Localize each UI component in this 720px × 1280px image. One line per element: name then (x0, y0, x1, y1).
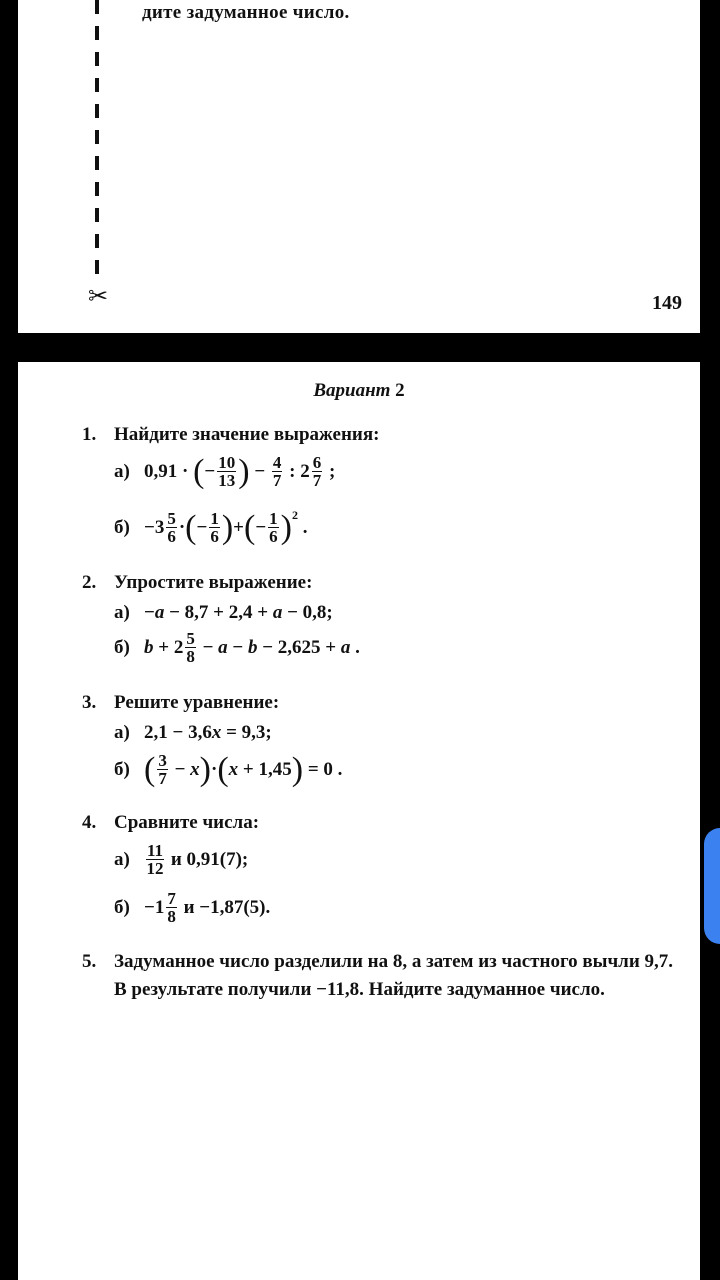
numerator: 5 (167, 509, 176, 528)
expr-text: − 0,8; (282, 602, 333, 623)
expr-text: − (196, 516, 208, 538)
expr-text: · (210, 758, 218, 780)
sub-label: а) (114, 460, 130, 482)
variant-word: Вариант (313, 380, 391, 401)
numerator: 11 (147, 841, 164, 860)
task-5-text: Задуманное число разделили на 8, а затем из частного вычли 9,7. В результате получили −11,8. Найдите задуманное число. (114, 951, 674, 1000)
expr-text: . (350, 636, 360, 658)
expr-fraction (209, 510, 220, 545)
numerator: 4 (272, 453, 282, 472)
task-title: Найдите значение выражения: (114, 424, 380, 445)
denominator: 12 (146, 859, 164, 878)
task-number: 1. (82, 424, 97, 445)
task-1 (82, 424, 379, 446)
task-2 (82, 572, 312, 594)
expr-fraction (272, 454, 283, 489)
task-number: 2. (82, 572, 97, 593)
variant-number: 2 (395, 380, 405, 401)
expr-text: −1 (144, 896, 165, 918)
task-title: Упростите выражение: (114, 572, 313, 593)
expr-paren: ) (291, 750, 304, 788)
denominator: 6 (167, 527, 176, 546)
expr-text: − (227, 636, 248, 658)
expr-text: + 1,45 (238, 758, 292, 780)
denominator: 6 (269, 527, 278, 546)
expr-paren: ) (238, 452, 250, 490)
expr-text: = 0 . (303, 758, 343, 780)
scissors-icon: ✂ (88, 284, 109, 310)
task-2a (114, 602, 333, 624)
expr-variable: a (340, 636, 351, 658)
expr-fraction (217, 454, 236, 489)
previous-page-text: дите задуманное число. (142, 2, 350, 23)
denominator: 7 (312, 471, 322, 490)
expr-variable: a (272, 602, 283, 623)
numerator: 3 (158, 751, 167, 770)
expr-fraction (146, 842, 164, 877)
sub-label: а) (114, 602, 130, 623)
task-number: 4. (82, 812, 97, 833)
floating-button[interactable] (704, 828, 720, 944)
sub-label: а) (114, 722, 130, 743)
expr-paren: ( (193, 452, 205, 490)
expr-text: − 2,625 + (257, 636, 341, 658)
numerator: 10 (218, 453, 236, 472)
denominator: 7 (158, 769, 167, 788)
expr-paren: ) (199, 750, 211, 788)
expr-paren: ( (217, 750, 229, 788)
expr-paren: ( (185, 508, 197, 546)
expr-exponent: 2 (291, 508, 298, 522)
numerator: 5 (186, 629, 195, 648)
task-3 (82, 692, 279, 714)
expr-text: · (178, 516, 186, 538)
expr-text: ; (324, 460, 336, 482)
expr-text: + 2 (153, 636, 184, 658)
variant-title (18, 380, 700, 402)
expr-variable: x (190, 758, 200, 780)
denominator: 6 (210, 527, 219, 546)
cut-line (95, 0, 99, 275)
sub-label: б) (114, 896, 130, 918)
sub-label: б) (114, 758, 130, 780)
expr-fraction (312, 454, 323, 489)
task-number: 3. (82, 692, 97, 713)
expr-variable: a (218, 636, 228, 658)
expr-paren: ( (243, 508, 256, 546)
task-title: Решите уравнение: (114, 692, 280, 713)
task-1b (114, 510, 307, 545)
task-5-number: 5. (82, 951, 97, 972)
current-page (18, 362, 700, 1280)
expr-text: − (169, 758, 191, 780)
task-4 (82, 812, 259, 834)
expr-fraction (166, 510, 177, 545)
expr-text: и 0,91(7); (166, 848, 249, 870)
previous-page (18, 0, 700, 333)
denominator: 8 (167, 907, 176, 926)
expr-text: − (144, 602, 155, 623)
sub-label: б) (114, 516, 130, 538)
expr-text: − (197, 636, 219, 658)
numerator: 7 (167, 889, 176, 908)
task-2b (114, 630, 360, 665)
expr-fraction (268, 510, 279, 545)
expr-fraction (185, 630, 196, 665)
expr-text: 0,91 · (144, 460, 194, 482)
numerator: 1 (210, 509, 219, 528)
numerator: 6 (312, 453, 322, 472)
expr-text: и −1,87(5). (178, 896, 271, 918)
expr-text: . (297, 516, 308, 538)
task-1a (114, 454, 335, 489)
expr-text: 2,1 − 3,6 (144, 722, 212, 743)
task-3b (114, 752, 342, 787)
expr-fraction (157, 752, 168, 787)
denominator: 13 (218, 471, 236, 490)
expr-variable: a (154, 602, 165, 623)
expr-paren: ( (144, 750, 156, 788)
denominator: 8 (186, 647, 195, 666)
numerator: 1 (269, 509, 278, 528)
expr-fraction (166, 890, 177, 925)
expr-text: − (204, 460, 216, 482)
task-4a (114, 842, 248, 877)
expr-variable: b (144, 636, 154, 658)
denominator: 7 (272, 471, 282, 490)
expr-text: + (233, 516, 244, 538)
sub-label: б) (114, 636, 130, 658)
task-3a (114, 722, 272, 744)
expr-text: −3 (144, 516, 165, 538)
task-title: Сравните числа: (114, 812, 260, 833)
expr-paren: ) (280, 508, 292, 546)
expr-variable: x (228, 758, 239, 780)
expr-text: : 2 (284, 460, 310, 482)
sub-label: а) (114, 848, 130, 870)
expr-text: − 8,7 + 2,4 + (164, 602, 273, 623)
task-4b (114, 890, 270, 925)
page-number: 149 (652, 292, 682, 314)
expr-text: = 9,3; (221, 722, 272, 743)
expr-text: − (255, 516, 267, 538)
expr-variable: b (247, 636, 258, 658)
expr-text: − (249, 460, 270, 482)
expr-variable: x (211, 722, 222, 743)
expr-paren: ) (221, 508, 234, 546)
